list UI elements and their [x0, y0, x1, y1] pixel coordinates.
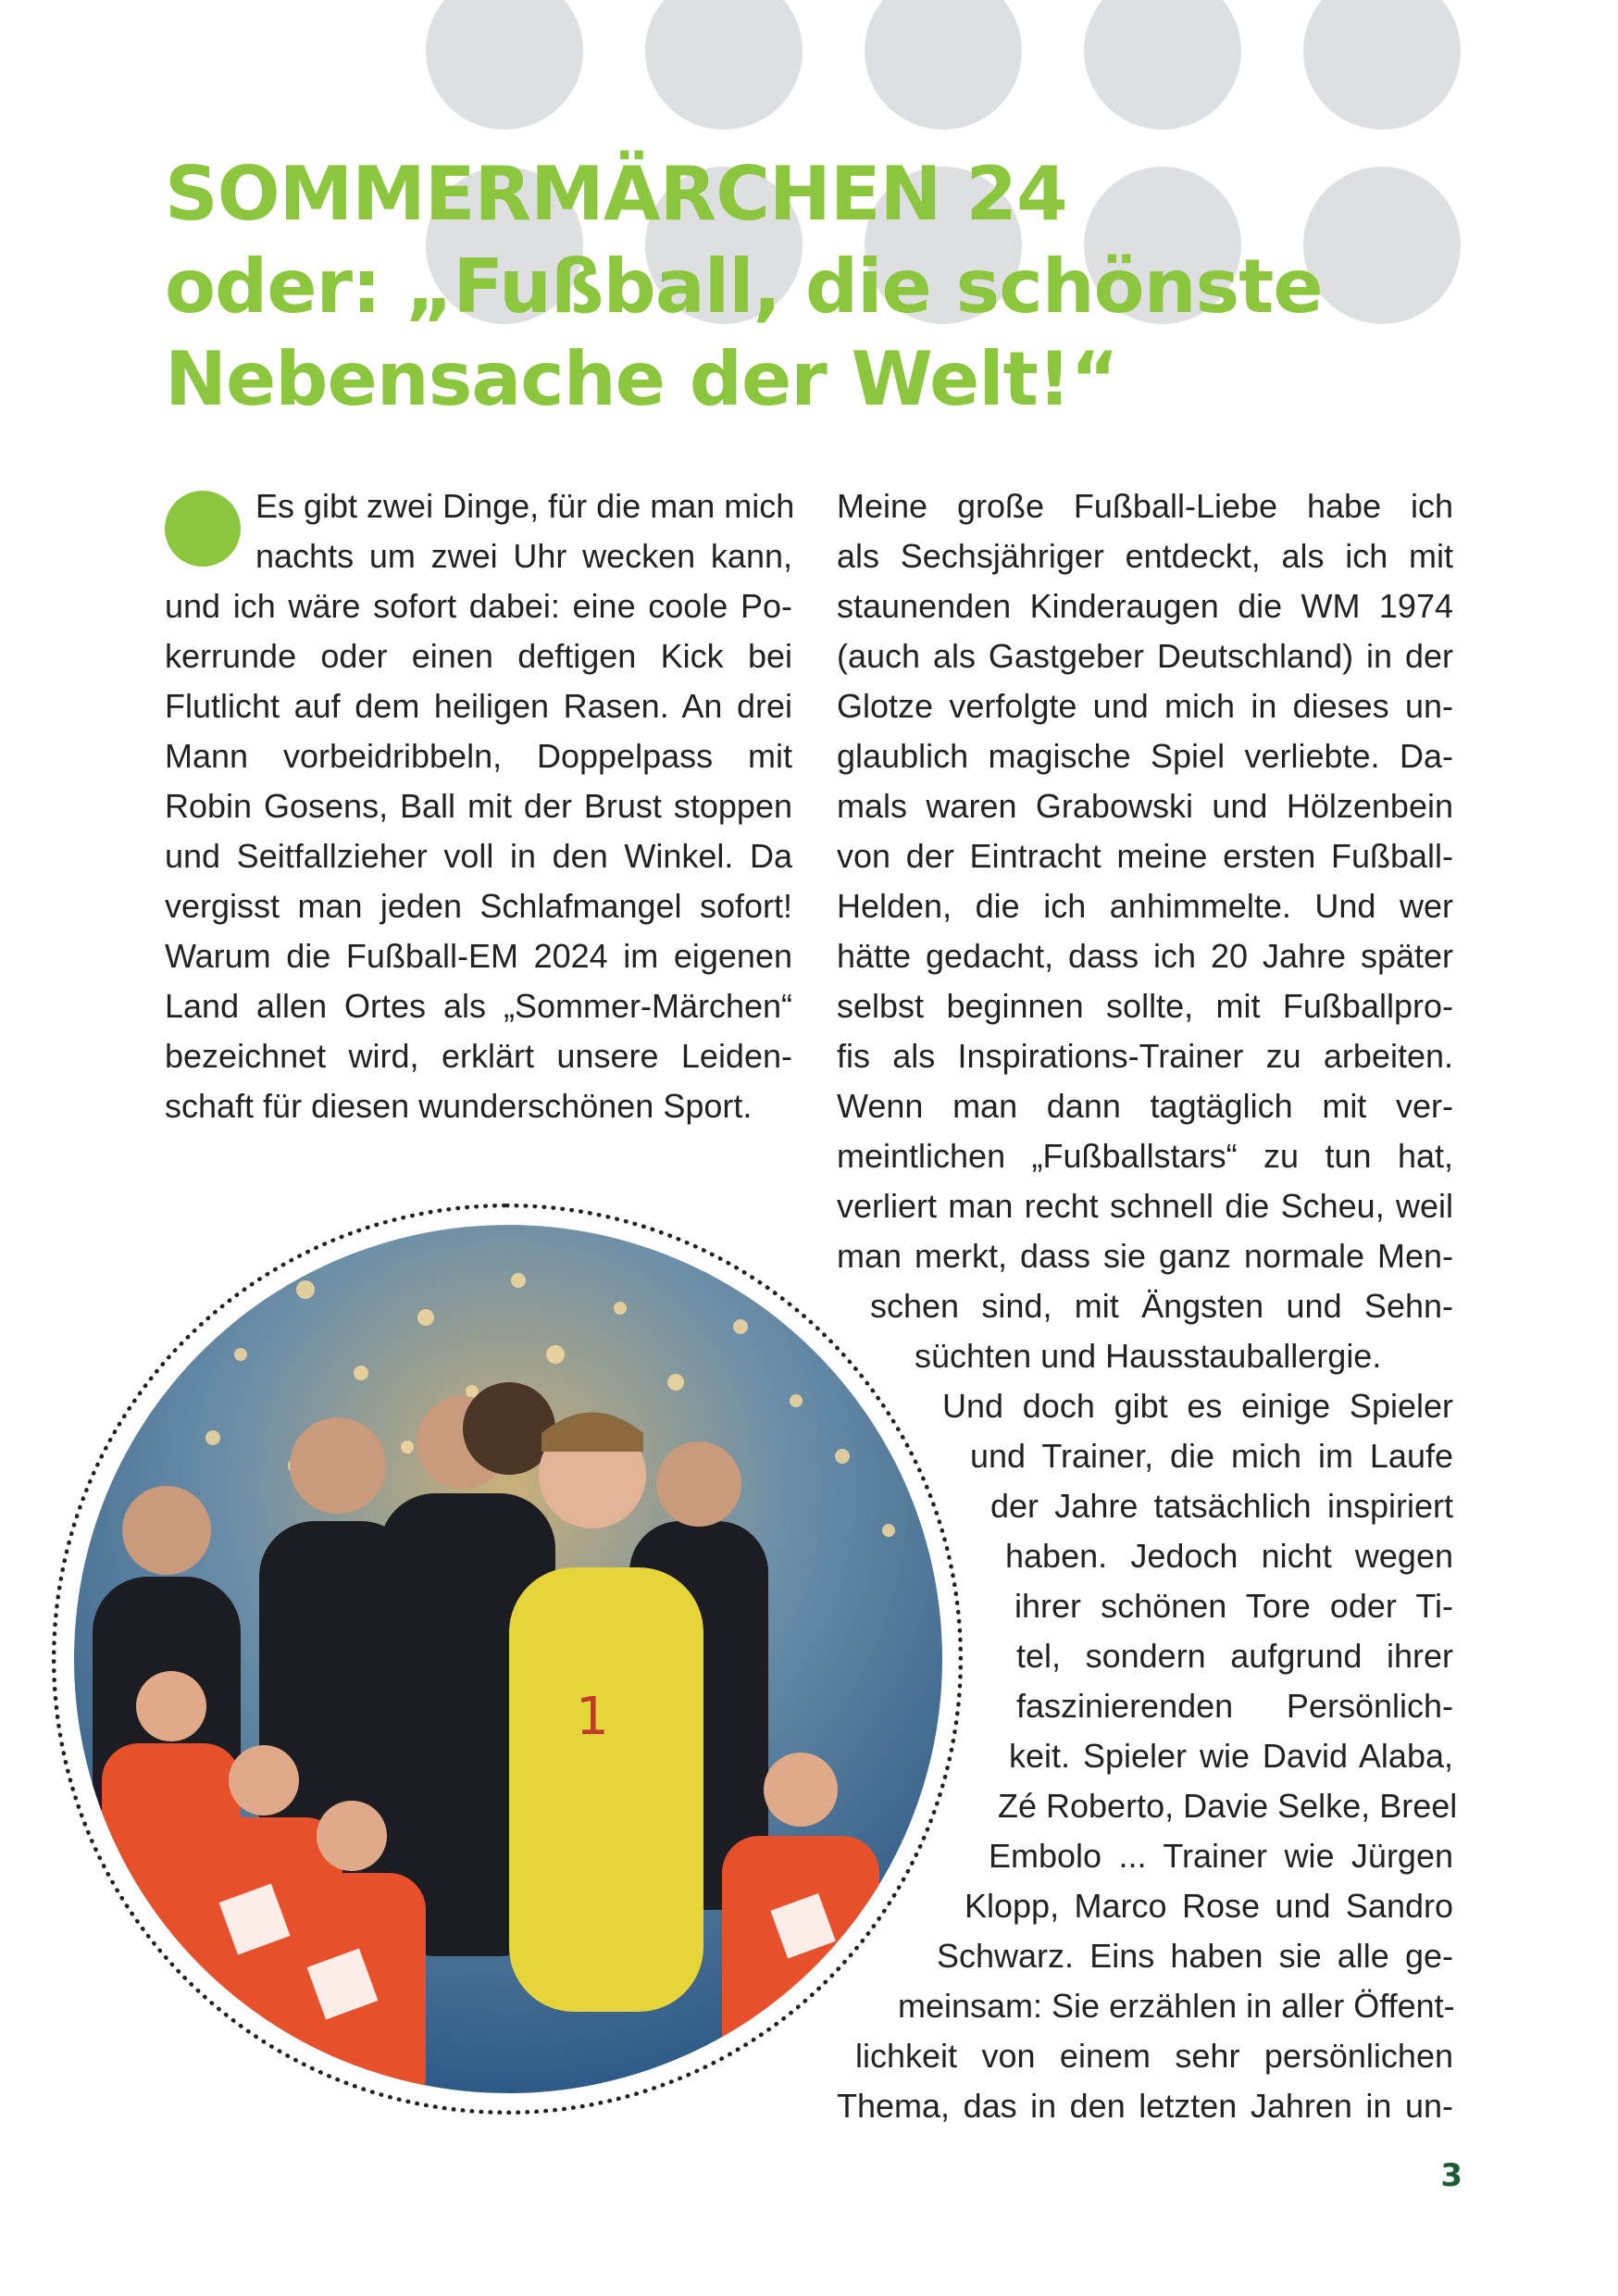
text-line: tel, sondern aufgrund ihrer	[1016, 1637, 1453, 1675]
text-line: selbst beginnen sollte, mit Fußballpro-	[837, 987, 1453, 1025]
team-walkout-photo	[74, 1225, 942, 2093]
text-line: verliert man recht schnell die Scheu, weil	[837, 1187, 1453, 1225]
text-line: Zé Roberto, Davie Selke, Breel	[998, 1787, 1458, 1825]
text-line: Und doch gibt es einige Spieler	[942, 1387, 1453, 1425]
text-line: vergisst man jeden Schlafmangel sofort!	[165, 887, 792, 925]
text-line: hätte gedacht, dass ich 20 Jahre später	[837, 937, 1453, 975]
text-line: Es gibt zwei Dinge, für die man mich	[255, 487, 795, 525]
text-line: keit. Spieler wie David Alaba,	[1009, 1737, 1453, 1775]
text-line: schaft für diesen wunderschönen Sport.	[165, 1087, 753, 1125]
text-line: glaublich magische Spiel verliebte. Da-	[837, 737, 1453, 775]
text-line: Flutlicht auf dem heiligen Rasen. An drei	[165, 687, 792, 725]
text-line: Robin Gosens, Ball mit der Brust stoppen	[165, 787, 792, 825]
text-line: Thema, das in den letzten Jahren in un-	[837, 2087, 1453, 2125]
text-line: ihrer schönen Tore oder Ti-	[1014, 1587, 1453, 1625]
text-line: Warum die Fußball-EM 2024 im eigenen	[165, 937, 792, 975]
text-line: Land allen Ortes als „Sommer-Märchen“	[165, 987, 792, 1025]
text-line: mals waren Grabowski und Hölzenbein	[837, 787, 1453, 825]
jersey-number: 1	[576, 1687, 609, 1747]
text-line: meintlichen „Fußballstars“ zu tun hat,	[837, 1137, 1453, 1175]
text-line: fis als Inspirations-Trainer zu arbeiten.	[837, 1037, 1453, 1075]
photo-illustration	[74, 1225, 942, 2093]
text-line: und Trainer, die mich im Laufe	[970, 1437, 1453, 1475]
text-line: kerrunde oder einen deftigen Kick bei	[165, 637, 792, 675]
text-line: Schwarz. Eins haben sie alle ge-	[937, 1937, 1453, 1975]
headline-line-1: SOMMERMÄRCHEN 24	[165, 151, 1067, 237]
text-line: Meine große Fußball-Liebe habe ich	[837, 487, 1453, 525]
article-headline	[165, 148, 1553, 426]
paragraph-start-dot	[165, 491, 241, 567]
text-line: Helden, die ich anhimmelte. Und wer	[837, 887, 1453, 925]
page-number: 3	[1440, 2157, 1462, 2194]
text-line: faszinierenden Persönlich-	[1016, 1687, 1453, 1725]
text-line: haben. Jedoch nicht wegen	[1005, 1537, 1453, 1575]
text-line: von der Eintracht meine ersten Fußball-	[837, 837, 1453, 875]
text-line: der Jahre tatsächlich inspiriert	[990, 1487, 1453, 1525]
text-line: (auch als Gastgeber Deutschland) in der	[837, 637, 1453, 675]
text-line: bezeichnet wird, erklärt unsere Leiden-	[165, 1037, 792, 1075]
text-line: Glotze verfolgte und mich in dieses un-	[837, 687, 1453, 725]
text-line: nachts um zwei Uhr wecken kann,	[255, 537, 792, 575]
text-line: staunenden Kinderaugen die WM 1974	[837, 587, 1453, 625]
text-line: süchten und Hausstauballergie.	[915, 1337, 1382, 1375]
text-line: und ich wäre sofort dabei: eine coole Po-	[165, 587, 792, 625]
text-line: Mann vorbeidribbeln, Doppelpass mit	[165, 737, 792, 775]
text-line: man merkt, dass sie ganz normale Men-	[837, 1237, 1453, 1275]
text-line: und Seitfallzieher voll in den Winkel. Da	[165, 837, 792, 875]
text-line: schen sind, mit Ängsten und Sehn-	[870, 1287, 1453, 1325]
text-line: Wenn man dann tagtäglich mit ver-	[837, 1087, 1453, 1125]
text-line: Klopp, Marco Rose und Sandro	[965, 1887, 1453, 1925]
headline-line-2: oder: „Fußball, die schönste	[165, 243, 1323, 330]
headline-line-3: Nebensache der Welt!“	[165, 336, 1118, 422]
text-line: Embolo ... Trainer wie Jürgen	[989, 1837, 1453, 1875]
text-line: meinsam: Sie erzählen in aller Öffent-	[898, 1987, 1455, 2025]
text-line: lichkeit von einem sehr persönlichen	[855, 2037, 1453, 2075]
text-line: als Sechsjähriger entdeckt, als ich mit	[837, 537, 1453, 575]
